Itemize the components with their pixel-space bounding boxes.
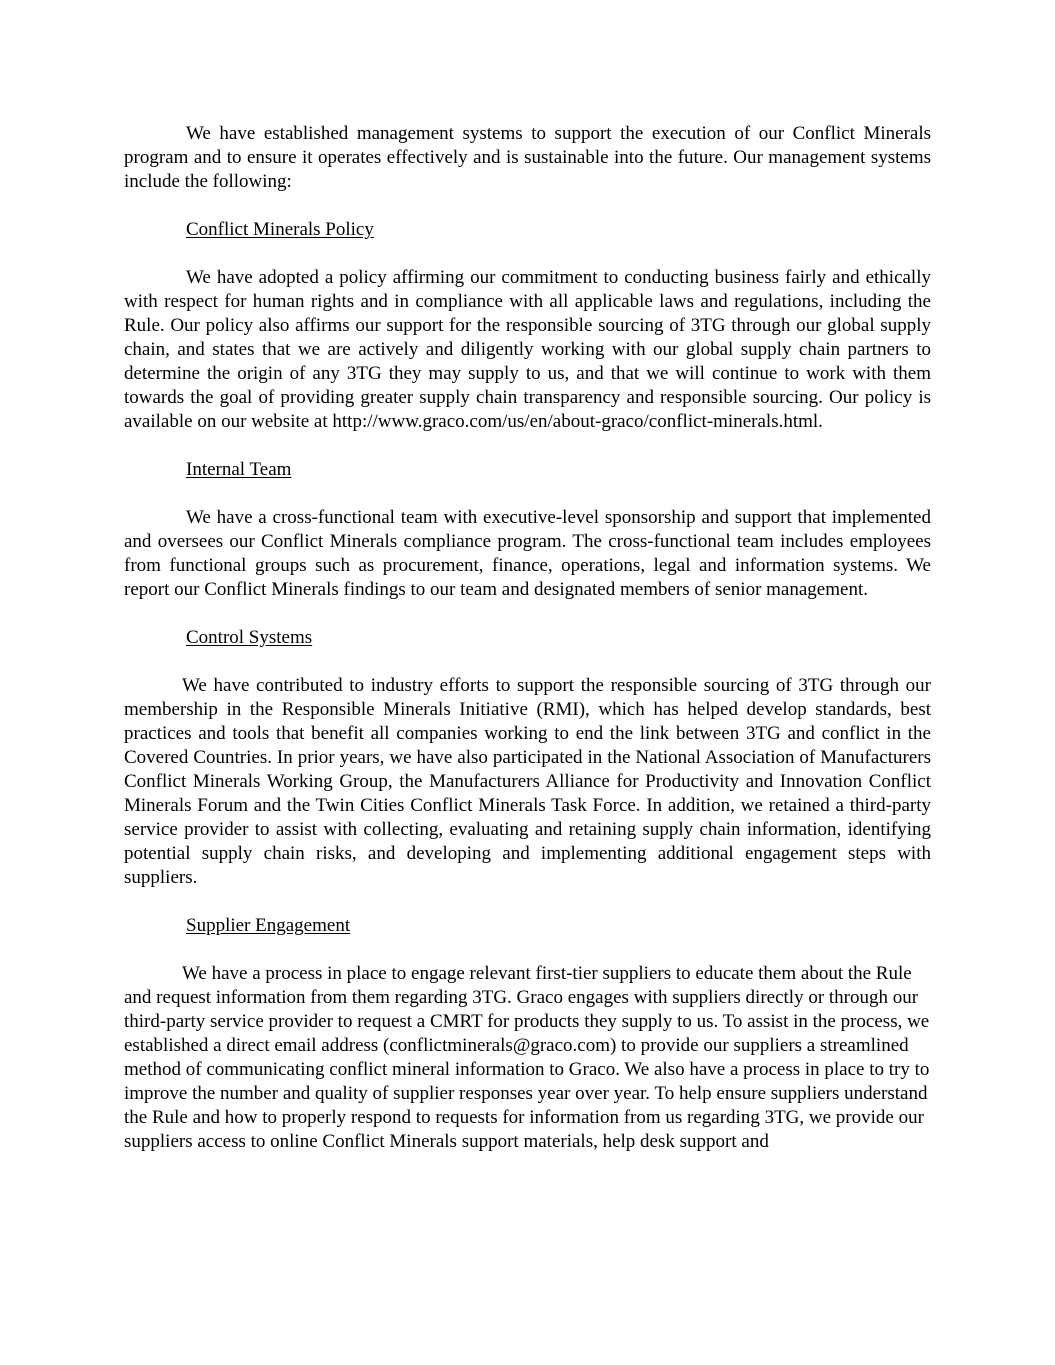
intro-paragraph: We have established management systems to support the execution of our Conflict Minerals program and to ensure it operates effectively and is sustainable into the future. Our management systems include the following: xyxy=(124,123,931,192)
policy-paragraph: We have adopted a policy affirming our commitment to conducting business fairly and ethically with respect for human rights and in compliance with all applicable laws and regulations, including the Rule. Our policy also affirms our support for the responsible sourcing of 3TG through our global supply chain, and states that we are actively and diligently working with our global supply chain partners to determine the origin of any 3TG they may supply to us, and that we will continue to work with them towards the goal of providing greater supply chain transparency and responsible sourcing. Our policy is available on our website at http://www.graco.com/us/en/about-graco/conflict-minerals.html. xyxy=(124,267,931,432)
heading-conflict-minerals-policy: Conflict Minerals Policy xyxy=(186,219,374,240)
control-systems-paragraph: We have contributed to industry efforts to support the responsible sourcing of 3TG through our membership in the Responsible Minerals Initiative (RMI), which has helped develop standards, best practices and tools that benefit all companies working to end the link between 3TG and conflict in the Covered Countries. In prior years, we have also participated in the National Association of Manufacturers Conflict Minerals Working Group, the Manufacturers Alliance for Productivity and Innovation Conflict Minerals Forum and the Twin Cities Conflict Minerals Task Force. In addition, we retained a third-party service provider to assist with collecting, evaluating and retaining supply chain information, identifying potential supply chain risks, and developing and implementing additional engagement steps with suppliers. xyxy=(124,675,931,888)
heading-control-systems: Control Systems xyxy=(186,627,313,648)
heading-supplier-engagement: Supplier Engagement xyxy=(186,915,351,936)
internal-team-paragraph: We have a cross-functional team with executive-level sponsorship and support that implemented and oversees our Conflict Minerals compliance program. The cross-functional team includes employees from functional groups such as procurement, finance, operations, legal and information systems. We report our Conflict Minerals findings to our team and designated members of senior management. xyxy=(124,507,931,600)
supplier-engagement-paragraph: We have a process in place to engage relevant first-tier suppliers to educate them about the Rule and request information from them regarding 3TG. Graco engages with suppliers directly or through our third-party service provider to request a CMRT for products they supply to us. To assist in the process, we established a direct email address (conflictminerals@graco.com) to provide our suppliers a streamlined method of communicating conflict mineral information to Graco. We also have a process in place to try to improve the number and quality of supplier responses year over year. To help ensure suppliers understand the Rule and how to properly respond to requests for information from us regarding 3TG, we provide our suppliers access to online Conflict Minerals support materials, help desk support and xyxy=(124,963,930,1152)
heading-internal-team: Internal Team xyxy=(186,459,292,480)
document-page xyxy=(124,122,931,1154)
